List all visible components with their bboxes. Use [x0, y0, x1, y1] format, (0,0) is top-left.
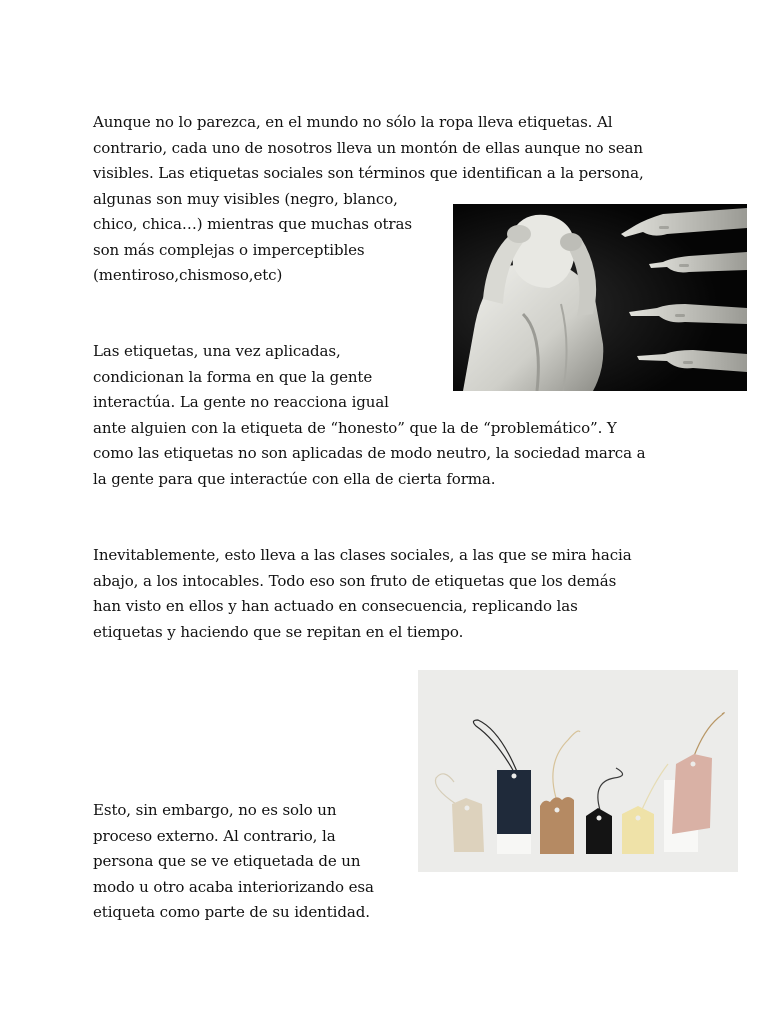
- text-line: la gente para que interactúe con ella de cierta forma.: [93, 469, 496, 488]
- text-line: algunas son muy visibles (negro, blanco,: [93, 189, 398, 208]
- paragraph-3: [93, 543, 632, 645]
- text-line: Inevitablemente, esto lleva a las clases sociales, a las que se mira hacia: [93, 546, 632, 564]
- text-line: abajo, a los intocables. Todo eso son fruto de etiquetas que los demás: [93, 571, 617, 590]
- text-line: condicionan la forma en que la gente: [93, 367, 373, 386]
- text-line: visibles. Las etiquetas sociales son términos que identifican a la persona,: [93, 164, 644, 182]
- text-line: proceso externo. Al contrario, la: [93, 826, 336, 845]
- text-line: Las etiquetas, una vez aplicadas,: [93, 342, 341, 360]
- text-line: persona que se ve etiquetada de un: [93, 852, 361, 870]
- text-line: chico, chica…) mientras que muchas otras: [93, 215, 412, 233]
- text-line: (mentiroso,chismoso,etc): [93, 266, 283, 284]
- text-line: interactúa. La gente no reacciona igual: [93, 393, 389, 411]
- text-line: contrario, cada uno de nosotros lleva un montón de ellas aunque no sean: [93, 138, 643, 157]
- pointing-hands-photo: [453, 204, 747, 391]
- text-line: modo u otro acaba interiorizando esa: [93, 877, 374, 896]
- text-line: son más complejas o imperceptibles: [93, 240, 365, 259]
- hanging-tags-photo: [418, 670, 738, 872]
- text-line: como las etiquetas no son aplicadas de modo neutro, la sociedad marca a: [93, 444, 646, 462]
- text-line: etiquetas y haciendo que se repitan en el tiempo.: [93, 622, 464, 641]
- text-line: han visto en ellos y han actuado en consecuencia, replicando las: [93, 597, 578, 615]
- text-line: Esto, sin embargo, no es solo un: [93, 801, 337, 819]
- person-covering-head-icon: [453, 204, 747, 391]
- paragraph-4: [93, 798, 374, 926]
- text-line: ante alguien con la etiqueta de “honesto” que la de “problemático”. Y: [93, 418, 617, 437]
- tags-icon: [418, 670, 738, 872]
- text-line: etiqueta como parte de su identidad.: [93, 903, 370, 921]
- text-line: Aunque no lo parezca, en el mundo no sólo la ropa lleva etiquetas. Al: [93, 113, 613, 131]
